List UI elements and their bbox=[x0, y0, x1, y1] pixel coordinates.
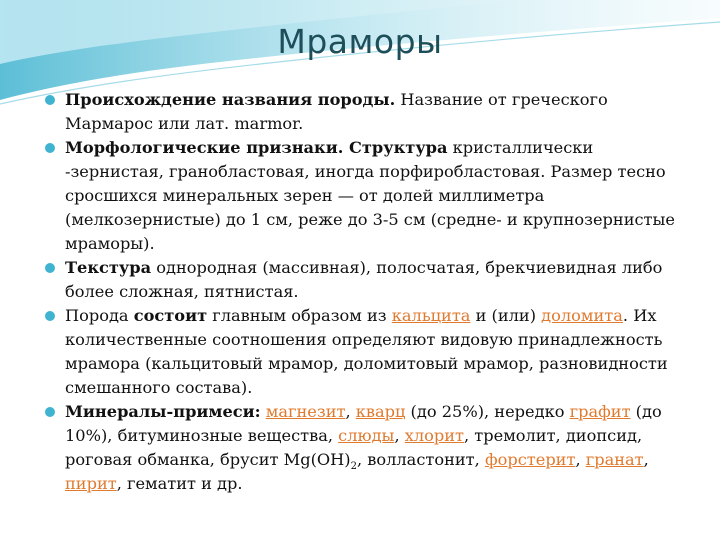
bold-term: состоит bbox=[133, 306, 208, 325]
item-text: (до 25%), нередко bbox=[405, 402, 570, 421]
item-text: (до 10%), битуминозные вещества, bbox=[65, 402, 662, 445]
item-text: и (или) bbox=[470, 306, 542, 325]
item-text: , bbox=[643, 450, 649, 469]
bullet-icon bbox=[45, 143, 55, 153]
bold-term: Морфологические признаки. Структура bbox=[65, 138, 448, 157]
link-graphite[interactable]: графит bbox=[569, 402, 631, 421]
link-forsterite[interactable]: форстерит bbox=[484, 450, 576, 469]
item-text: , bbox=[394, 426, 405, 445]
item-text: . Их количественные соотношения определяют видовую принадлежность мрамора (кальцитовый мрамор, доломитовый мрамор, разновидности смешанного состава). bbox=[65, 306, 668, 397]
item-text: Название от греческого Мармарос или лат. marmor. bbox=[65, 90, 608, 133]
item-text: , bbox=[345, 402, 356, 421]
bullet-list bbox=[44, 88, 684, 496]
bold-term: Минералы-примеси: bbox=[65, 402, 261, 421]
list-item bbox=[44, 256, 684, 304]
list-item bbox=[44, 304, 684, 400]
list-item bbox=[44, 136, 684, 256]
link-micas[interactable]: слюды bbox=[338, 426, 395, 445]
bold-term: Происхождение названия породы. bbox=[65, 90, 396, 109]
item-text: кристаллически -зернистая, гранобластовая, иногда порфиробластовая. Размер тесно сросшихся минеральных зерен — от долей миллиметра (мелкозернистые) до 1 см, реже до 3-5 см (средне- и крупнозернистые мраморы). bbox=[65, 138, 675, 253]
link-calcite[interactable]: кальцита bbox=[391, 306, 471, 325]
bullet-icon bbox=[45, 263, 55, 273]
link-dolomite[interactable]: доломита bbox=[541, 306, 623, 325]
item-text: главным образом из bbox=[207, 306, 392, 325]
item-text: Порода bbox=[65, 306, 134, 325]
link-magnesite[interactable]: магнезит bbox=[265, 402, 346, 421]
list-item bbox=[44, 400, 684, 496]
item-text: , bbox=[575, 450, 586, 469]
item-text: , тремолит, диопсид, роговая обманка, брусит Mg(OH) bbox=[65, 426, 643, 469]
link-chlorite[interactable]: хлорит bbox=[404, 426, 464, 445]
item-text: однородная (массивная), полосчатая, брекчиевидная либо более сложная, пятнистая. bbox=[65, 258, 663, 301]
link-pyrite[interactable]: пирит bbox=[65, 474, 117, 493]
bold-term: Текстура bbox=[65, 258, 152, 277]
list-item bbox=[44, 88, 684, 136]
bullet-icon bbox=[45, 95, 55, 105]
bullet-icon bbox=[45, 311, 55, 321]
subscript: 2 bbox=[350, 461, 357, 473]
item-text: , гематит и др. bbox=[116, 474, 243, 493]
bullet-icon bbox=[45, 407, 55, 417]
slide-title: Мраморы bbox=[277, 22, 443, 61]
link-garnet[interactable]: гранат bbox=[585, 450, 644, 469]
item-text: , волластонит, bbox=[356, 450, 485, 469]
link-quartz[interactable]: кварц bbox=[355, 402, 406, 421]
